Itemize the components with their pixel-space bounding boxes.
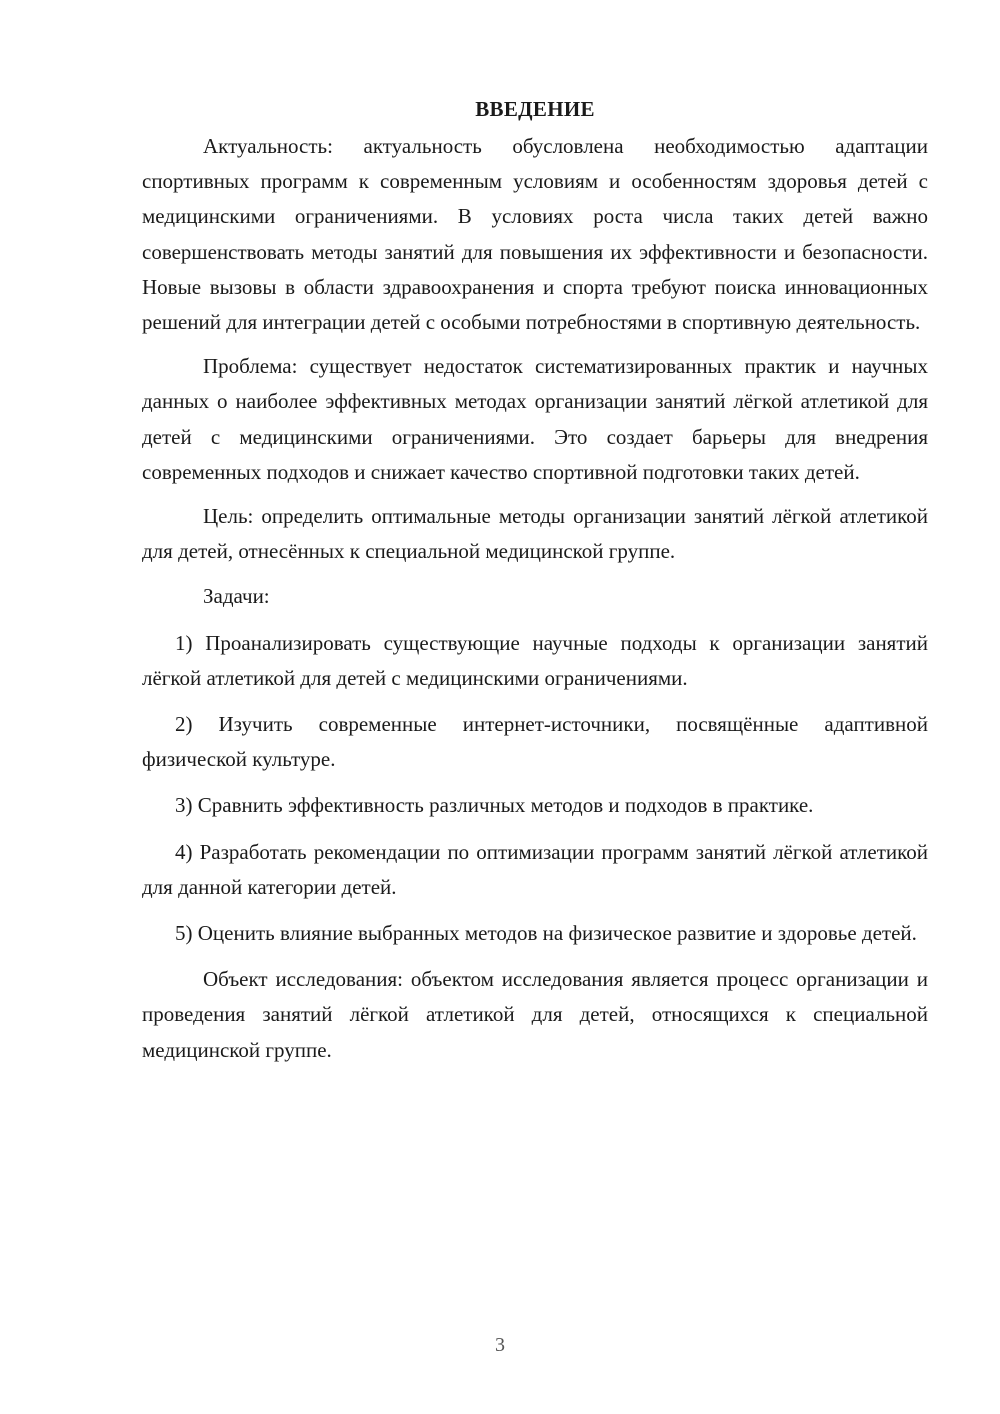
- task-item: 4) Разработать рекомендации по оптимизации программ занятий лёгкой атлетикой для данной категории детей.: [142, 839, 928, 899]
- task-item: 1) Проанализировать существующие научные подходы к организации занятий лёгкой атлетикой для детей с медицинскими ограничениями.: [142, 630, 928, 690]
- document-page: [142, 92, 928, 1068]
- task-item: 2) Изучить современные интернет-источники, посвящённые адаптивной физической культуре.: [142, 712, 928, 772]
- goal-paragraph: Цель: определить оптимальные методы организации занятий лёгкой атлетикой для детей, отнесённых к специальной медицинской группе.: [142, 504, 928, 564]
- task-item: 3) Сравнить эффективность различных методов и подходов в практике.: [175, 793, 814, 818]
- task-item: 5) Оценить влияние выбранных методов на физическое развитие и здоровье детей.: [175, 921, 917, 946]
- problem-paragraph: Проблема: существует недостаток систематизированных практик и научных данных о наиболее эффективных методах организации занятий лёгкой атлетикой для детей с медицинскими ограничениями. Это создает барьеры для внедрения современных подходов и снижает качество спортивной подготовки таких детей.: [142, 354, 928, 484]
- tasks-list: [142, 626, 928, 952]
- page-number: 3: [495, 1334, 505, 1356]
- object-paragraph: Объект исследования: объектом исследования является процесс организации и проведения занятий лёгкой атлетикой для детей, относящихся к специальной медицинской группе.: [142, 967, 928, 1062]
- tasks-heading: Задачи:: [203, 584, 270, 609]
- section-title: ВВЕДЕНИЕ: [475, 97, 595, 121]
- relevance-paragraph: Актуальность: актуальность обусловлена необходимостью адаптации спортивных программ к современным условиям и особенностям здоровья детей с медицинскими ограничениями. В условиях роста числа таких детей важно совершенствовать методы занятий для повышения их эффективности и безопасности. Новые вызовы в области здравоохранения и спорта требуют поиска инновационных решений для интеграции детей с особыми потребностями в спортивную деятельность.: [142, 134, 928, 335]
